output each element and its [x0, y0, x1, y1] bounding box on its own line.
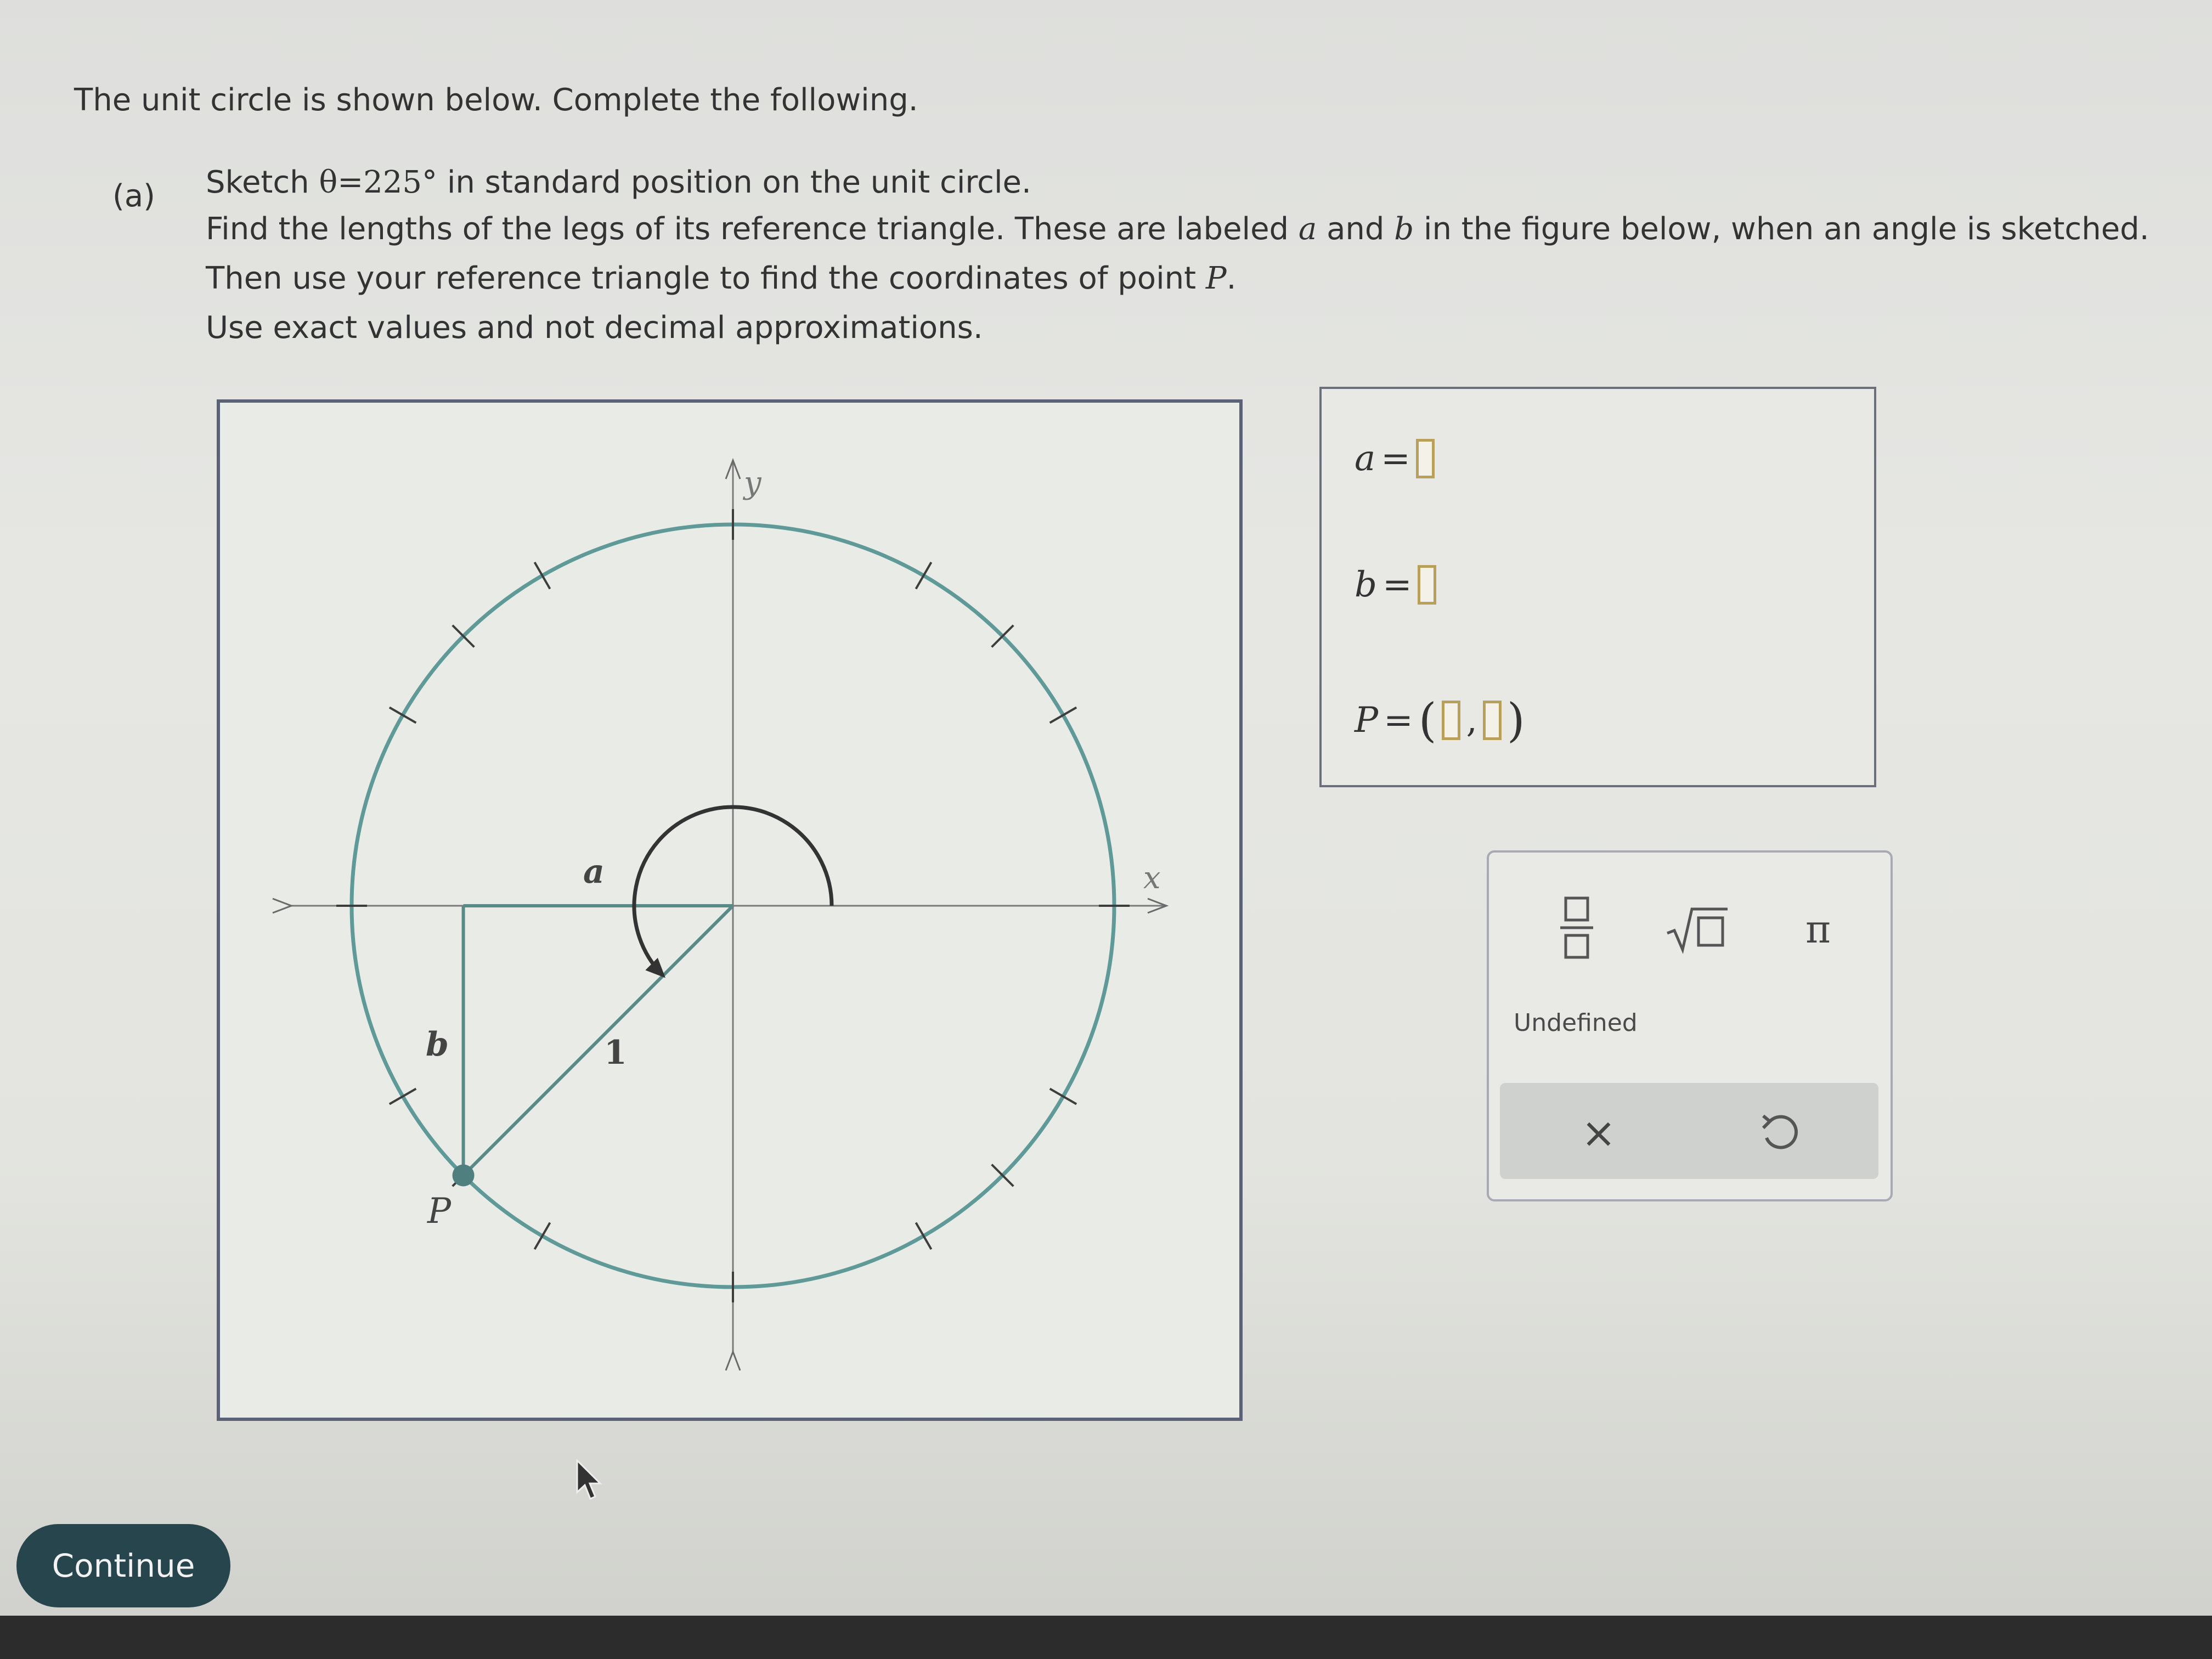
- tick-mark: [916, 562, 932, 589]
- tick-mark: [390, 708, 416, 723]
- question-line-2: Find the lengths of the legs of its reference triangle. These are labeled a and b in the figure below, when an angle is sketched.: [206, 211, 2149, 247]
- leg-b-label: b: [426, 1025, 449, 1064]
- tick-mark: [535, 562, 550, 589]
- tick-mark: [390, 1089, 416, 1104]
- p-x-input[interactable]: [1442, 701, 1460, 740]
- answer-row-a: a =: [1355, 438, 1435, 479]
- terminal-side-radius: [464, 906, 733, 1175]
- b-input[interactable]: [1418, 565, 1436, 605]
- theta-symbol: θ: [319, 165, 338, 200]
- angle-value: 225°: [363, 165, 438, 200]
- y-axis-label: y: [744, 465, 761, 501]
- answer-panel: [1319, 387, 1876, 787]
- fraction-button[interactable]: [1538, 885, 1615, 968]
- answer-row-b: b =: [1355, 565, 1436, 605]
- keypad-action-bar: [1500, 1083, 1878, 1179]
- question-line-3: Then use your reference triangle to find the coordinates of point P.: [206, 261, 1237, 296]
- p-y-input[interactable]: [1483, 701, 1502, 740]
- radius-label: 1: [604, 1034, 627, 1072]
- unit-circle-svg[interactable]: [220, 403, 1239, 1418]
- math-keypad: [1487, 850, 1893, 1201]
- x-axis-label: x: [1143, 860, 1161, 896]
- mouse-cursor-icon: [576, 1459, 603, 1503]
- tick-mark: [535, 1223, 550, 1249]
- square-root-button[interactable]: [1654, 891, 1741, 968]
- question-line-1: Sketch θ=225° in standard position on the unit circle.: [206, 165, 1031, 200]
- leg-a-label: a: [583, 853, 605, 891]
- a-input[interactable]: [1416, 439, 1435, 478]
- square-root-icon: [1664, 905, 1730, 954]
- undo-icon: [1758, 1110, 1802, 1154]
- fraction-icon: [1558, 894, 1596, 960]
- question-line-4: Use exact values and not decimal approximations.: [206, 310, 983, 346]
- part-label: (a): [112, 178, 156, 214]
- tick-mark: [1050, 1089, 1076, 1104]
- point-p[interactable]: [453, 1164, 475, 1186]
- pi-button[interactable]: π: [1805, 907, 1831, 952]
- intro-text: The unit circle is shown below. Complete the following.: [74, 82, 918, 118]
- screen-bottom-bezel: [0, 1616, 2212, 1659]
- tick-mark: [1050, 708, 1076, 723]
- point-p-label: P: [427, 1191, 452, 1232]
- unit-circle-figure[interactable]: [217, 399, 1243, 1421]
- undo-button[interactable]: [1741, 1105, 1818, 1160]
- tick-mark: [916, 1223, 932, 1249]
- continue-button[interactable]: Continue: [16, 1524, 230, 1607]
- undefined-button[interactable]: Undefined: [1514, 1009, 1638, 1037]
- clear-button[interactable]: ×: [1581, 1108, 1616, 1157]
- answer-row-p: P = ( , ): [1355, 693, 1525, 747]
